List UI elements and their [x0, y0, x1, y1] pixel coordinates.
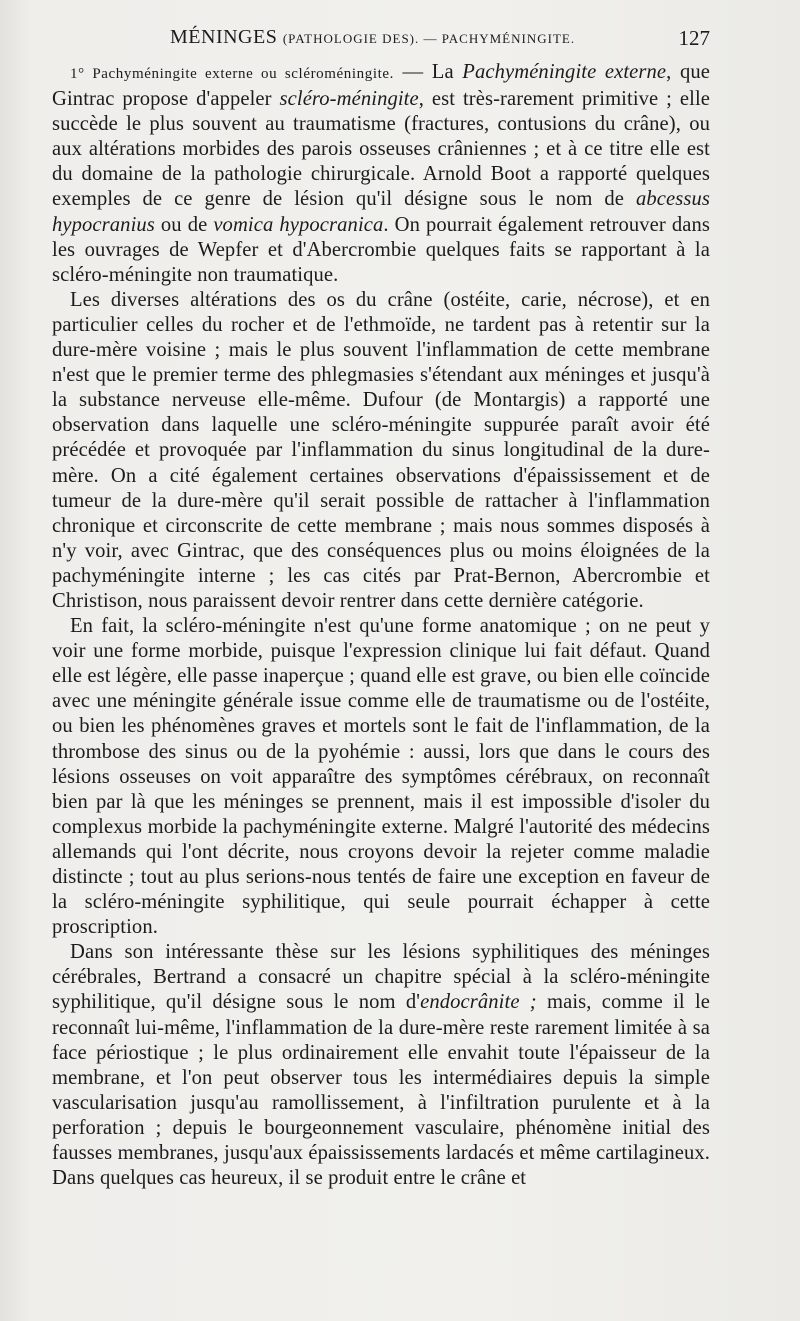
text-segment: En fait, la scléro-méningite n'est qu'une forme anatomique ; on ne peut y voir une forme morbide, puisque l'expression clinique lui fait défaut. Quand elle est légère, elle passe inaperçue ; quand elle est grave, ou bien elle coïncide avec une méningite générale issue comme elle de traumatisme ou de l'ostéite, ou bien les phénomènes graves et mortels sont le fait de l'inflammation, de la thrombose des sinus ou de la pyohémie : aussi, lors que dans le cours des lésions osseuses on voit apparaître des symptômes cérébraux, on reconnaît bien par là que les méninges se prennent, mais il est impossible d'isoler du complexus morbide la pachyméningite externe. Malgré l'autorité des médecins allemands qui l'ont décrite, nous croyons devoir la rejeter comme maladie distincte ; tout au plus serions-nous tentés de faire une exception en faveur de la scléro-méningite syphilitique, qui seule pourrait échapper à cette proscription. [52, 615, 710, 939]
text-segment: Les diverses altérations des os du crâne (ostéite, carie, nécrose), et en particulier celles du rocher et de l'ethmoïde, ne tardent pas à retentir sur la dure-mère voisine ; mais le plus souvent l'inflammation de cette membrane n'est que le premier terme des phlegmasies s'étendant aux méninges et jusqu'à la substance nerveuse elle-même. Dufour (de Montargis) a rapporté une observation dans laquelle une scléro-méningite suppurée paraît avoir été précédée et provoquée par l'inflammation du sinus longitudinal de la dure-mère. On a cité également certaines observations d'épaississement et de tumeur de la dure-mère qu'il serait possible de rattacher à l'inflammation chronique et circonscrite de cette membrane ; mais nous sommes disposés à n'y voir, avec Gintrac, que des conséquences plus ou moins éloignées de la pachyméningite interne ; les cas cités par Prat-Bernon, Abercrombie et Christison, nous paraissent devoir rentrer dans cette dernière catégorie. [52, 288, 710, 612]
running-header [52, 26, 710, 50]
text-segment: ou de [154, 213, 214, 236]
paragraph [52, 288, 710, 614]
header-title-main: MÉNINGES [170, 26, 278, 48]
text-segment: mais, comme il le reconnaît lui-même, l'inflammation de la dure-mère reste rarement limitée à sa face périostique ; le plus ordinairement elle envahit toute l'épaisseur de la membrane, et l'on peut observer tous les intermédiaires depuis la simple vascularisation jusqu'au ramollissement, à l'infiltration purulente et à la perforation ; depuis le bourgeonnement vasculaire, phénomène initial des fausses membranes, jusqu'aux épaississements lardacés et même cartilagineux. Dans quelques cas heureux, il se produit entre le crâne et [52, 991, 711, 1190]
page-number: 127 [678, 26, 710, 50]
italic-term: scléro-méningite [279, 88, 419, 111]
header-title [170, 26, 575, 49]
text-segment: , est très-rarement primitive ; elle succède le plus souvent au traumatisme (fractures, contusions du crâne), ou aux altérations morbides des parois osseuses crâniennes ; et à ce titre elle est du domaine de la pathologie chirurgicale. Arnold Boot a rapporté quelques exemples de ce genre de lésion qu'il désigne sous le nom de [52, 88, 710, 211]
italic-term: abcessus hypocranius [52, 188, 710, 236]
paragraph [52, 60, 710, 288]
paragraph [52, 614, 710, 940]
body-text [52, 60, 710, 1191]
header-title-sub: (PATHOLOGIE DES). — PACHYMÉNINGITE. [282, 31, 576, 46]
paragraph [52, 940, 710, 1191]
text-segment: Dans son intéressante thèse sur les lésions syphilitiques des méninges cérébrales, Bertrand a consacré un chapitre spécial à la scléro-méningite syphilitique, qu'il désigne sous le nom d' [52, 941, 710, 1014]
italic-term: endocrânite ; [420, 991, 537, 1014]
text-segment: , que Gintrac propose d'appeler [52, 61, 710, 111]
section-heading: 1° Pachyméningite externe ou scléroméningite. [70, 66, 395, 82]
text-segment: — La [394, 61, 463, 83]
italic-term: vomica hypocranica [213, 213, 384, 236]
italic-term: Pachyméningite externe [462, 61, 667, 83]
text-segment: . On pourrait également retrouver dans les ouvrages de Wepfer et d'Abercrombie quelques faits se rapportant à la scléro-méningite non traumatique. [52, 213, 710, 286]
